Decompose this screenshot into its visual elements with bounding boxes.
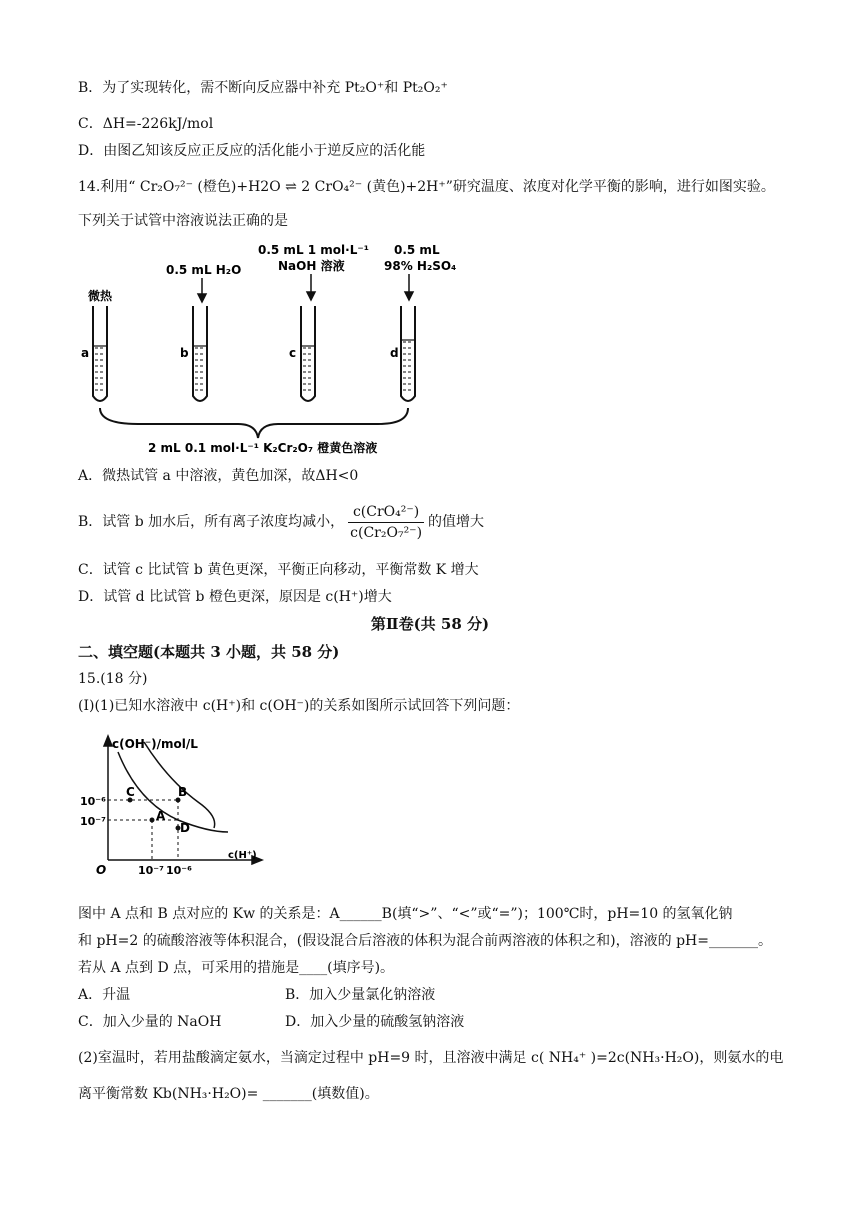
concentration-ratio xyxy=(348,502,424,543)
add-h2so4-label-2: 98% H₂SO₄ xyxy=(384,259,457,273)
q14-option-b-pre: B．试管 b 加水后，所有离子浓度均减小， xyxy=(78,514,345,530)
tube-c-label: c xyxy=(289,346,297,360)
q15-part2-line-2: 离平衡常数 Kb(NH₃·H₂O)= _______(填数值)。 xyxy=(78,1086,379,1102)
heat-label: 微热 xyxy=(88,289,113,303)
q15-option-b: B．加入少量氯化钠溶液 xyxy=(285,987,436,1003)
q15-text-3: 若从 A 点到 D 点，可采用的措施是____(填序号)。 xyxy=(78,960,395,976)
graph-ytick-2: 10⁻⁷ xyxy=(80,815,106,828)
q15-intro: (I)(1)已知水溶液中 c(H⁺)和 c(OH⁻)的关系如图所示试回答下列问题： xyxy=(78,698,520,714)
add-naoh-label-2: NaOH 溶液 xyxy=(278,259,345,273)
q15-option-d: D．加入少量的硫酸氢钠溶液 xyxy=(285,1014,465,1030)
tube-b-label: b xyxy=(180,346,189,360)
q14-option-b xyxy=(78,500,484,544)
figure-caption: 2 mL 0.1 mol·L⁻¹ K₂Cr₂O₇ 橙黄色溶液 xyxy=(148,441,378,455)
q14-option-a: A．微热试管 a 中溶液，黄色加深，故ΔH<0 xyxy=(78,468,359,484)
q14-option-c: C．试管 c 比试管 b 黄色更深，平衡正向移动，平衡常数 K 增大 xyxy=(78,562,479,578)
test-tube-figure xyxy=(78,236,458,458)
add-water-label: 0.5 mL H₂O xyxy=(166,263,242,277)
add-h2so4-label-1: 0.5 mL xyxy=(394,243,440,257)
graph-ylabel: c(OH⁻)/mol/L xyxy=(112,737,198,751)
graph-point-b: B xyxy=(178,785,188,799)
q14-option-b-post: 的值增大 xyxy=(428,514,485,530)
graph-xtick-2: 10⁻⁶ xyxy=(166,864,192,877)
q14-stem-cont: 下列关于试管中溶液说法正确的是 xyxy=(78,213,288,229)
graph-xlabel: c(H⁺) xyxy=(228,850,257,861)
q15-option-c: C．加入少量的 NaOH xyxy=(78,1014,222,1030)
q15-number: 15.(18 分) xyxy=(78,671,148,687)
section-heading: 二、填空题(本题共 3 小题，共 58 分) xyxy=(78,643,340,661)
tube-a-label: a xyxy=(81,346,90,360)
q15-option-a: A．升温 xyxy=(78,987,131,1003)
ratio-denominator: c(Cr₂O₇²⁻) xyxy=(350,524,423,541)
graph-ytick-1: 10⁻⁶ xyxy=(80,795,106,808)
graph-point-a: A xyxy=(156,809,166,823)
q13-option-b: B．为了实现转化，需不断向反应器中补充 Pt₂O⁺和 Pt₂O₂⁺ xyxy=(78,80,448,96)
q13-option-d: D．由图乙知该反应正反应的活化能小于逆反应的活化能 xyxy=(78,143,426,159)
q15-part2-line-1: (2)室温时，若用盐酸滴定氨水，当滴定过程中 pH=9 时，且溶液中满足 c( NH₄⁺ )=2c(NH₃·H₂O)，则氨水的电 xyxy=(78,1050,784,1066)
graph-xtick-1: 10⁻⁷ xyxy=(138,864,164,877)
q15-text-1: 图中 A 点和 B 点对应的 Kw 的关系是：A______B(填“>”、“<”或“=”)；100℃时，pH=10 的氢氧化钠 xyxy=(78,906,733,922)
graph-point-c: C xyxy=(126,785,135,799)
brace xyxy=(100,408,408,438)
graph-point-d: D xyxy=(180,821,190,835)
tube-d-label: d xyxy=(390,346,399,360)
graph-origin: O xyxy=(96,863,107,877)
add-naoh-label-1: 0.5 mL 1 mol·L⁻¹ xyxy=(258,243,369,257)
q14-stem: 14.利用“ Cr₂O₇²⁻ (橙色)+H2O ⇌ 2 CrO₄²⁻ (黄色)+2H⁺”研究温度、浓度对化学平衡的影响，进行如图实验。 xyxy=(78,179,775,195)
q15-text-2: 和 pH=2 的硫酸溶液等体积混合，(假设混合后溶液的体积为混合前两溶液的体积之和)，溶液的 pH=_______。 xyxy=(78,933,772,949)
q13-option-c: C．ΔH=-226kJ/mol xyxy=(78,116,214,132)
ratio-numerator: c(CrO₄²⁻) xyxy=(348,502,424,523)
q14-option-d: D．试管 d 比试管 b 橙色更深，原因是 c(H⁺)增大 xyxy=(78,589,392,605)
kw-graph xyxy=(78,732,268,878)
section-title: 第Ⅱ卷(共 58 分) xyxy=(370,615,490,633)
